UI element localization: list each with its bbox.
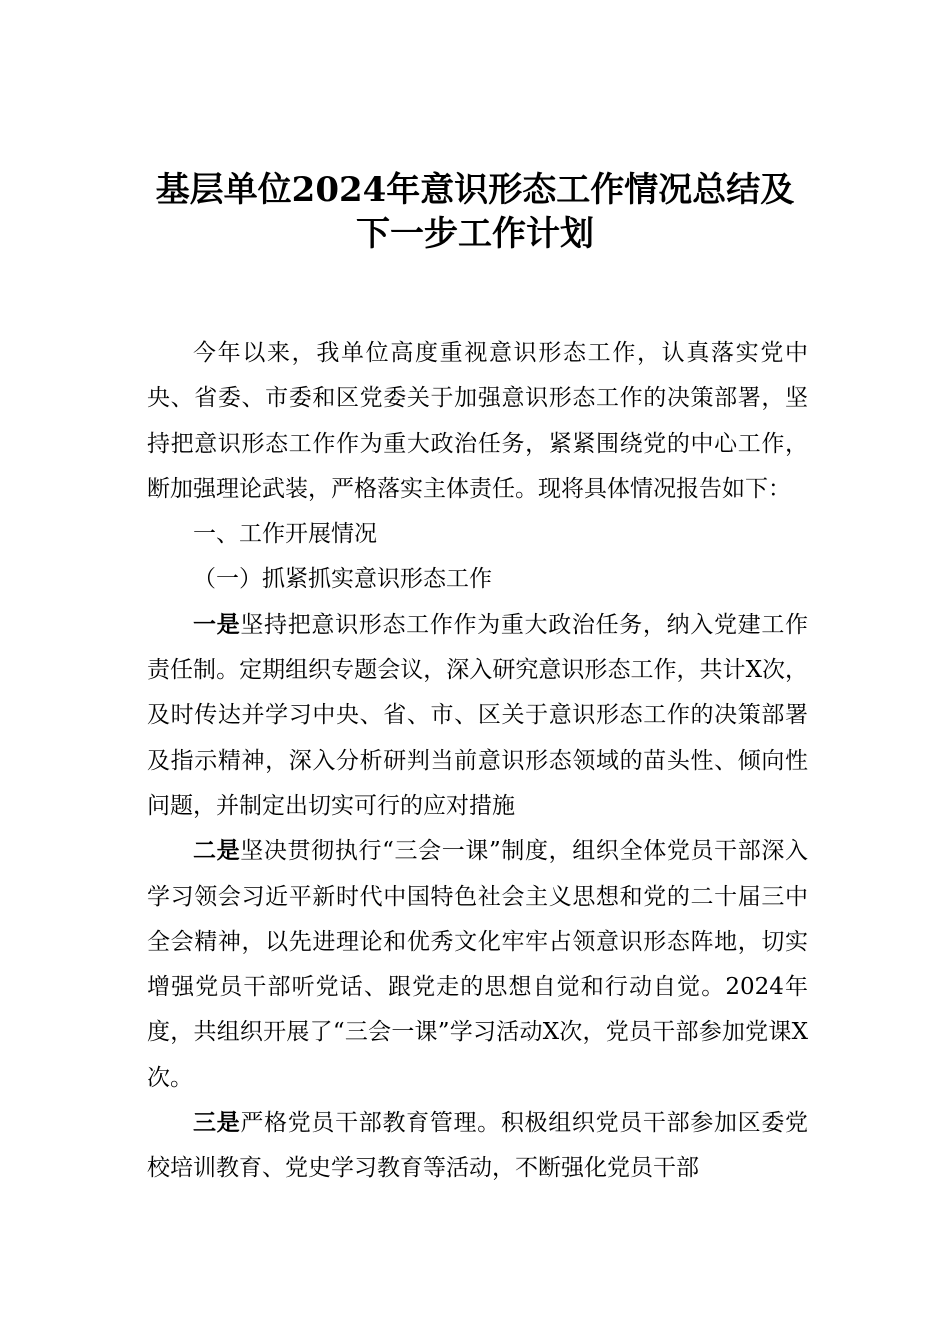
- item-paragraph-3: [147, 1101, 808, 1192]
- item-paragraph-1: [147, 603, 808, 829]
- item-text-2: 坚决贯彻执行“三会一课”制度，组织全体党员干部深入学习领会习近平新时代中国特色社会主义思想和党的二十届三中全会精神，以先进理论和优秀文化牢牢占领意识形态阵地，切实增强党员干部听党话、跟党走的思想自觉和行动自觉。2024年度，共组织开展了“三会一课”学习活动X次，党员干部参加党课X次。: [147, 838, 808, 1091]
- item-lead-3: 三是: [193, 1110, 241, 1137]
- intro-paragraph: 今年以来，我单位高度重视意识形态工作，认真落实党中央、省委、市委和区党委关于加强意识形态工作的决策部署，坚持把意识形态工作作为重大政治任务，紧紧围绕党的中心工作，断加强理论武装，严格落实主体责任。现将具体情况报告如下：: [147, 340, 808, 502]
- document-body: [147, 331, 808, 1192]
- item-paragraph-2: [147, 829, 808, 1101]
- item-text-3: 严格党员干部教育管理。积极组织党员干部参加区委党校培训教育、党史学习教育等活动，不断强化党员干部: [147, 1110, 809, 1182]
- item-lead-2: 二是: [193, 838, 241, 865]
- item-text-1: 坚持把意识形态工作作为重大政治任务，纳入党建工作责任制。定期组织专题会议，深入研究意识形态工作，共计X次，及时传达并学习中央、省、市、区关于意识形态工作的决策部署及指示精神，深入分析研判当前意识形态领域的苗头性、倾向性问题，并制定出切实可行的应对措施: [147, 611, 809, 819]
- section-heading: 一、工作开展情况: [193, 521, 377, 548]
- document-title-line1: 基层单位2024年意识形态工作情况总结及: [155, 170, 795, 210]
- document-title-line2: 下一步工作计划: [356, 214, 594, 254]
- subsection-heading: （一）抓紧抓实意识形态工作: [193, 566, 492, 593]
- item-lead-1: 一是: [193, 611, 241, 638]
